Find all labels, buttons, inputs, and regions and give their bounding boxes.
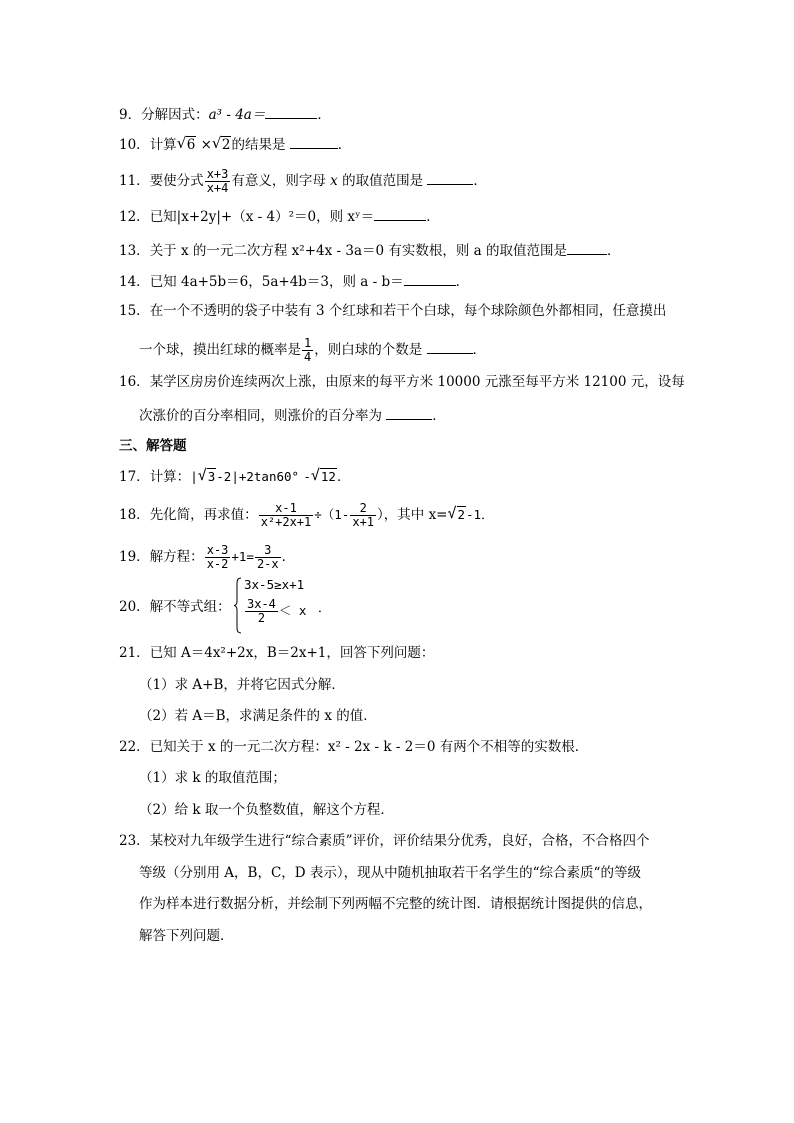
question-18 [119,502,494,529]
question-text: 已知|x+2y|+（x - 4）²＝0，则 xʸ＝ [149,209,375,225]
sqrt-12: √ 12 [310,466,336,484]
question-number: 17． [119,469,150,485]
fraction [302,337,313,364]
question-number: 13． [119,243,150,259]
inequality-2 [244,598,306,625]
fraction [255,544,281,571]
question-23-line-4: 解答下列问题． [139,928,234,944]
question-21-part-1: （1）求 A+B，并将它因式分解． [139,677,345,693]
expression: +2tan60° [238,469,300,484]
numerator: 3 [255,544,281,558]
expression: a³ - 4a＝ [208,107,266,123]
question-15-continued [139,337,486,364]
radicand: 12 [320,469,336,484]
left-brace [234,577,242,634]
question-text: 某学区房房价连续两次上涨，由原来的每平方米 10000 元涨至每平方米 12100 元，设每 [149,374,685,390]
punctuation: ． [337,137,352,153]
fraction [350,502,376,529]
question-16-continued [139,405,446,425]
answer-blank [290,134,338,149]
question-number: 9． [119,107,142,123]
question-text: 次涨价的百分率相同，则涨价的百分率为 [139,408,387,424]
denominator: x²+2x+1 [260,515,312,529]
punctuation: ． [336,469,351,485]
question-text: 一个球，摸出红球的概率是 [139,342,301,358]
question-number: 21． [119,645,150,661]
denominator: 4 [304,350,312,364]
question-22-part-2: （2）给 k 取一个负整数值，解这个方程． [139,802,394,818]
question-text: 有意义，则字母 [231,173,326,189]
question-19 [119,544,295,571]
question-number: 18． [119,507,150,523]
question-text: 计算： [149,469,191,485]
question-23-line-2: 等级（分别用 A，B，C，D 表示），现从中随机抽取若干名学生的“综合素质“的等级 [139,865,641,881]
question-text: 的结果是 [231,137,290,153]
denominator: x+1 [352,515,375,529]
answer-blank [265,104,317,119]
question-23-line-3: 作为样本进行数据分析，并绘制下列两幅不完整的统计图．请根据统计图提供的信息， [139,896,652,912]
punctuation: ． [317,107,331,123]
question-number: 14． [119,274,150,290]
question-21-part-2: （2）若 A＝B，求满足条件的 x 的值． [139,708,377,724]
question-text: 解不等式组： [149,599,231,615]
answer-blank [404,271,456,286]
expression: ÷（1- [314,507,350,522]
question-number: 11． [119,173,150,189]
question-number: 23． [119,833,150,849]
expression: +1= [231,549,254,564]
question-text: 的取值范围是 [342,173,428,189]
denominator: x-2 [206,557,229,571]
expression: ＜ x [278,603,307,618]
question-text: 要使分式 [149,173,204,189]
answer-blank [567,240,607,255]
fraction [205,168,231,195]
numerator: 2 [350,502,376,516]
numerator: 1 [304,336,312,350]
numerator: x-3 [206,543,229,557]
question-14 [119,271,469,291]
question-text: 某校对九年级学生进行“综合素质”评价，评价结果分优秀，良好，合格，不合格四个 [149,833,650,849]
question-number: 15． [119,303,150,319]
punctuation: ． [473,173,487,189]
question-number: 10． [119,137,150,153]
answer-blank [427,339,473,354]
answer-blank [374,206,426,221]
fraction [259,502,314,529]
answer-blank [386,405,432,420]
sqrt-2: √ 2 [447,504,466,522]
variable: x [330,173,338,189]
question-20 [119,598,231,616]
question-22-part-1: （1）求 k 的取值范围； [139,770,286,786]
answer-blank [427,170,473,185]
radicand: 6 [186,137,196,153]
punctuation: ． [607,243,621,259]
question-15 [119,302,666,320]
denominator: 2-x [256,557,279,571]
expression: -1． [466,507,494,522]
fraction [205,544,231,571]
times-sign: × [200,137,212,153]
question-9 [119,104,331,124]
punctuation: ． [455,274,470,290]
minus-sign: - [303,469,311,484]
abs-bar: | [231,469,239,484]
denominator: 2 [257,611,266,625]
expression: -2 [216,469,232,484]
abs-bar: | [190,469,198,484]
radicand: 2 [457,507,466,522]
question-10 [119,134,351,154]
punctuation: ． [318,600,331,615]
question-21 [119,644,434,662]
section-heading: 三、解答题 [119,438,187,454]
question-number: 16． [119,374,150,390]
question-11 [119,168,487,195]
question-text: 关于 x 的一元二次方程 x²+4x - 3a＝0 有实数根，则 a 的取值范围是 [149,243,568,259]
question-text: ，则白球的个数是 [314,342,427,358]
radicand: 3 [207,469,216,484]
punctuation: ． [432,408,446,424]
question-text: 分解因式： [141,107,209,123]
fraction [245,598,278,625]
sqrt-2: √ 2 [211,134,231,153]
question-17 [119,468,350,486]
numerator: x-1 [259,502,314,516]
sqrt-6: √ 6 [176,134,196,153]
question-text: 已知 A＝4x²+2x，B＝2x+1，回答下列问题： [149,645,435,661]
radicand: 2 [221,137,231,153]
numerator: 3x-4 [247,597,276,611]
question-text: ），其中 x= [377,507,448,523]
sqrt-3: √ 3 [197,466,216,484]
question-text: 先化简，再求值： [149,507,258,523]
question-number: 19． [119,549,150,565]
question-text: 计算 [149,137,177,153]
punctuation: ． [426,209,440,225]
denominator: x+4 [206,181,229,195]
inequality-1: 3x-5≥x+1 [244,577,305,592]
question-16 [119,373,685,391]
numerator: x+3 [206,167,229,181]
question-text: 已知 4a+5b＝6，5a+4b＝3，则 a - b＝ [149,274,404,290]
question-22 [119,738,588,756]
question-text: 解方程： [149,549,204,565]
question-number: 20． [119,599,150,615]
question-13 [119,240,621,260]
question-text: 在一个不透明的袋子中装有 3 个红球和若干个白球，每个球除颜色外都相同，任意摸出 [149,303,667,319]
question-number: 12． [119,209,150,225]
question-23 [119,832,650,850]
punctuation: ． [281,549,296,565]
question-text: 已知关于 x 的一元二次方程：x² - 2x - k - 2＝0 有两个不相等的实数根． [149,739,589,755]
punctuation: ． [472,342,487,358]
question-12 [119,206,440,226]
question-number: 22． [119,739,150,755]
